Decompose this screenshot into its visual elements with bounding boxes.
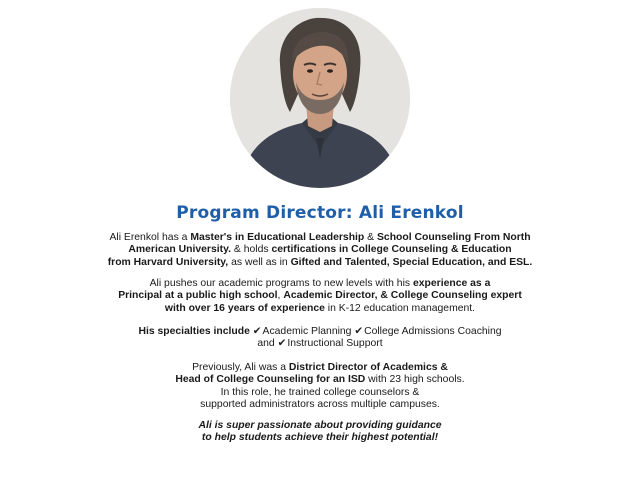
portrait-illustration bbox=[230, 8, 410, 188]
bio-line: American University. & holds certifications in College Counseling & Education bbox=[128, 244, 512, 256]
bio-line: Ali pushes our academic programs to new levels with his experience as a bbox=[149, 278, 491, 289]
bio-line: to help students achieve their highest potential! bbox=[201, 432, 439, 444]
bio-paragraph-passion bbox=[0, 420, 640, 445]
check-icon: ✔ bbox=[354, 326, 364, 337]
bio-line: from Harvard University, as well as in Gifted and Talented, Special Education, and ESL. bbox=[107, 256, 533, 268]
bio-line: Previously, Ali was a District Director of Academics & bbox=[192, 362, 448, 373]
bio-line: Ali Erenkol has a Master's in Educational Leadership & School Counseling From North bbox=[109, 232, 531, 243]
page-title: Program Director: Ali Erenkol bbox=[176, 203, 464, 223]
bio-paragraph-experience bbox=[0, 278, 640, 315]
bio-paragraph-previous-role bbox=[0, 362, 640, 412]
check-icon: ✔ bbox=[252, 326, 262, 337]
bio-line: In this role, he trained college counselors & bbox=[220, 386, 420, 398]
bio-line: and ✔Instructional Support bbox=[257, 338, 383, 350]
bio-line: His specialties include ✔Academic Planning ✔College Admissions Coaching bbox=[138, 326, 502, 337]
bio-line: with over 16 years of experience in K-12 education management. bbox=[164, 302, 476, 314]
director-portrait bbox=[230, 8, 410, 188]
bio-line: Principal at a public high school, Academic Director, & College Counseling expert bbox=[118, 290, 522, 302]
bio-paragraph-education bbox=[0, 232, 640, 269]
bio-line: Head of College Counseling for an ISD with 23 high schools. bbox=[175, 374, 465, 386]
check-icon: ✔ bbox=[277, 338, 287, 350]
bio-paragraph-specialties bbox=[0, 326, 640, 351]
bio-line: supported administrators across multiple campuses. bbox=[200, 399, 440, 411]
bio-line: Ali is super passionate about providing guidance bbox=[198, 420, 442, 431]
